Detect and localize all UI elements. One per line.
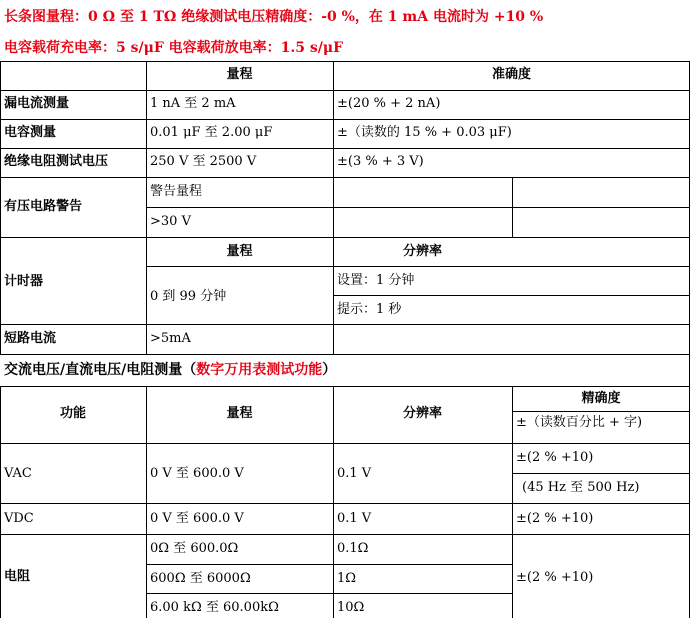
resistance-range-3: 6.00 kΩ 至 60.00kΩ [150, 600, 279, 615]
vac-resolution: 0.1 V [337, 466, 372, 481]
timer-col-range: 量程 [226, 244, 253, 259]
timer-setting: 设置：1 分钟 [337, 273, 415, 288]
grid-line [0, 177, 690, 178]
row-label-insulation-voltage: 绝缘电阻测试电压 [4, 154, 109, 169]
grid-line [0, 237, 690, 238]
warning-range-header: 警告量程 [150, 184, 203, 199]
vdc-label: VDC [4, 511, 34, 526]
vdc-resolution: 0.1 V [337, 511, 372, 526]
vac-range: 0 V 至 600.0 V [150, 466, 244, 481]
header-line-2: 电容载荷充电率：5 s/μF 电容载荷放电率：1.5 s/μF [4, 40, 344, 56]
col-header-resolution: 分辨率 [402, 406, 442, 421]
insulation-voltage-accuracy: ±(3 % + 3 V) [337, 154, 424, 169]
grid-line [146, 593, 512, 594]
leakage-accuracy: ±(20 % + 2 nA) [337, 96, 441, 111]
capacitance-accuracy: ±（读数的 15 % + 0.03 μF) [337, 125, 512, 140]
row-label-live-warning: 有压电路警告 [4, 199, 83, 214]
grid-line [333, 295, 690, 296]
vac-accuracy: ±(2 % +10) [516, 450, 594, 465]
grid-line [0, 148, 690, 149]
resistance-range-2: 600Ω 至 6000Ω [150, 571, 251, 586]
row-label-leakage: 漏电流测量 [4, 96, 70, 111]
grid-line [512, 177, 513, 237]
section-title [4, 362, 336, 378]
grid-line [512, 473, 690, 474]
col-header-range: 量程 [226, 67, 253, 82]
resistance-accuracy: ±(2 % +10) [516, 570, 594, 585]
capacitance-range: 0.01 μF 至 2.00 μF [150, 125, 273, 140]
grid-line [512, 411, 690, 412]
section-title-text: 交流电压/直流电压/电阻测量（ [4, 362, 197, 378]
grid-line [0, 386, 690, 387]
grid-line [512, 386, 513, 618]
section-title-close: ） [322, 362, 337, 378]
grid-line [0, 61, 690, 62]
grid-line [0, 61, 1, 354]
timer-prompt: 提示：1 秒 [337, 302, 402, 317]
grid-line [146, 266, 690, 267]
col-header-range-2: 量程 [226, 406, 253, 421]
row-label-capacitance: 电容测量 [4, 125, 57, 140]
grid-line [146, 61, 147, 354]
vdc-range: 0 V 至 600.0 V [150, 511, 244, 526]
grid-line [0, 324, 690, 325]
grid-line [0, 90, 690, 91]
warning-range-value: >30 V [150, 214, 191, 229]
resistance-resolution-3: 10Ω [337, 600, 365, 615]
header-line-1: 长条图量程：0 Ω 至 1 TΩ 绝缘测试电压精确度：-0 %，在 1 mA 电流时为 +10 % [4, 9, 544, 25]
col-header-precision: 精确度 [581, 391, 621, 406]
row-label-short-current: 短路电流 [4, 331, 57, 346]
resistance-label: 电阻 [4, 569, 31, 584]
grid-line [0, 443, 690, 444]
vac-label: VAC [4, 466, 32, 481]
grid-line [0, 534, 690, 535]
grid-line [146, 564, 512, 565]
col-header-accuracy: 准确度 [491, 67, 531, 82]
grid-line [0, 354, 690, 355]
insulation-voltage-range: 250 V 至 2500 V [150, 154, 257, 169]
resistance-resolution-1: 0.1Ω [337, 541, 369, 556]
timer-range: 0 到 99 分钟 [150, 289, 227, 304]
col-header-function: 功能 [59, 406, 86, 421]
short-current-value: >5mA [150, 331, 191, 346]
grid-line [333, 61, 334, 354]
row-label-timer: 计时器 [4, 274, 44, 289]
grid-line [0, 503, 690, 504]
timer-col-resolution: 分辨率 [402, 244, 442, 259]
precision-subheader: ±（读数百分比 + 字) [516, 415, 643, 430]
section-title-highlight: 数字万用表测试功能 [196, 362, 323, 378]
vdc-accuracy: ±(2 % +10) [516, 511, 594, 526]
grid-line [146, 207, 690, 208]
resistance-range-1: 0Ω 至 600.0Ω [150, 541, 239, 556]
leakage-range: 1 nA 至 2 mA [150, 96, 236, 111]
grid-line [0, 119, 690, 120]
resistance-resolution-2: 1Ω [337, 571, 357, 586]
vac-frequency: (45 Hz 至 500 Hz) [522, 480, 640, 495]
